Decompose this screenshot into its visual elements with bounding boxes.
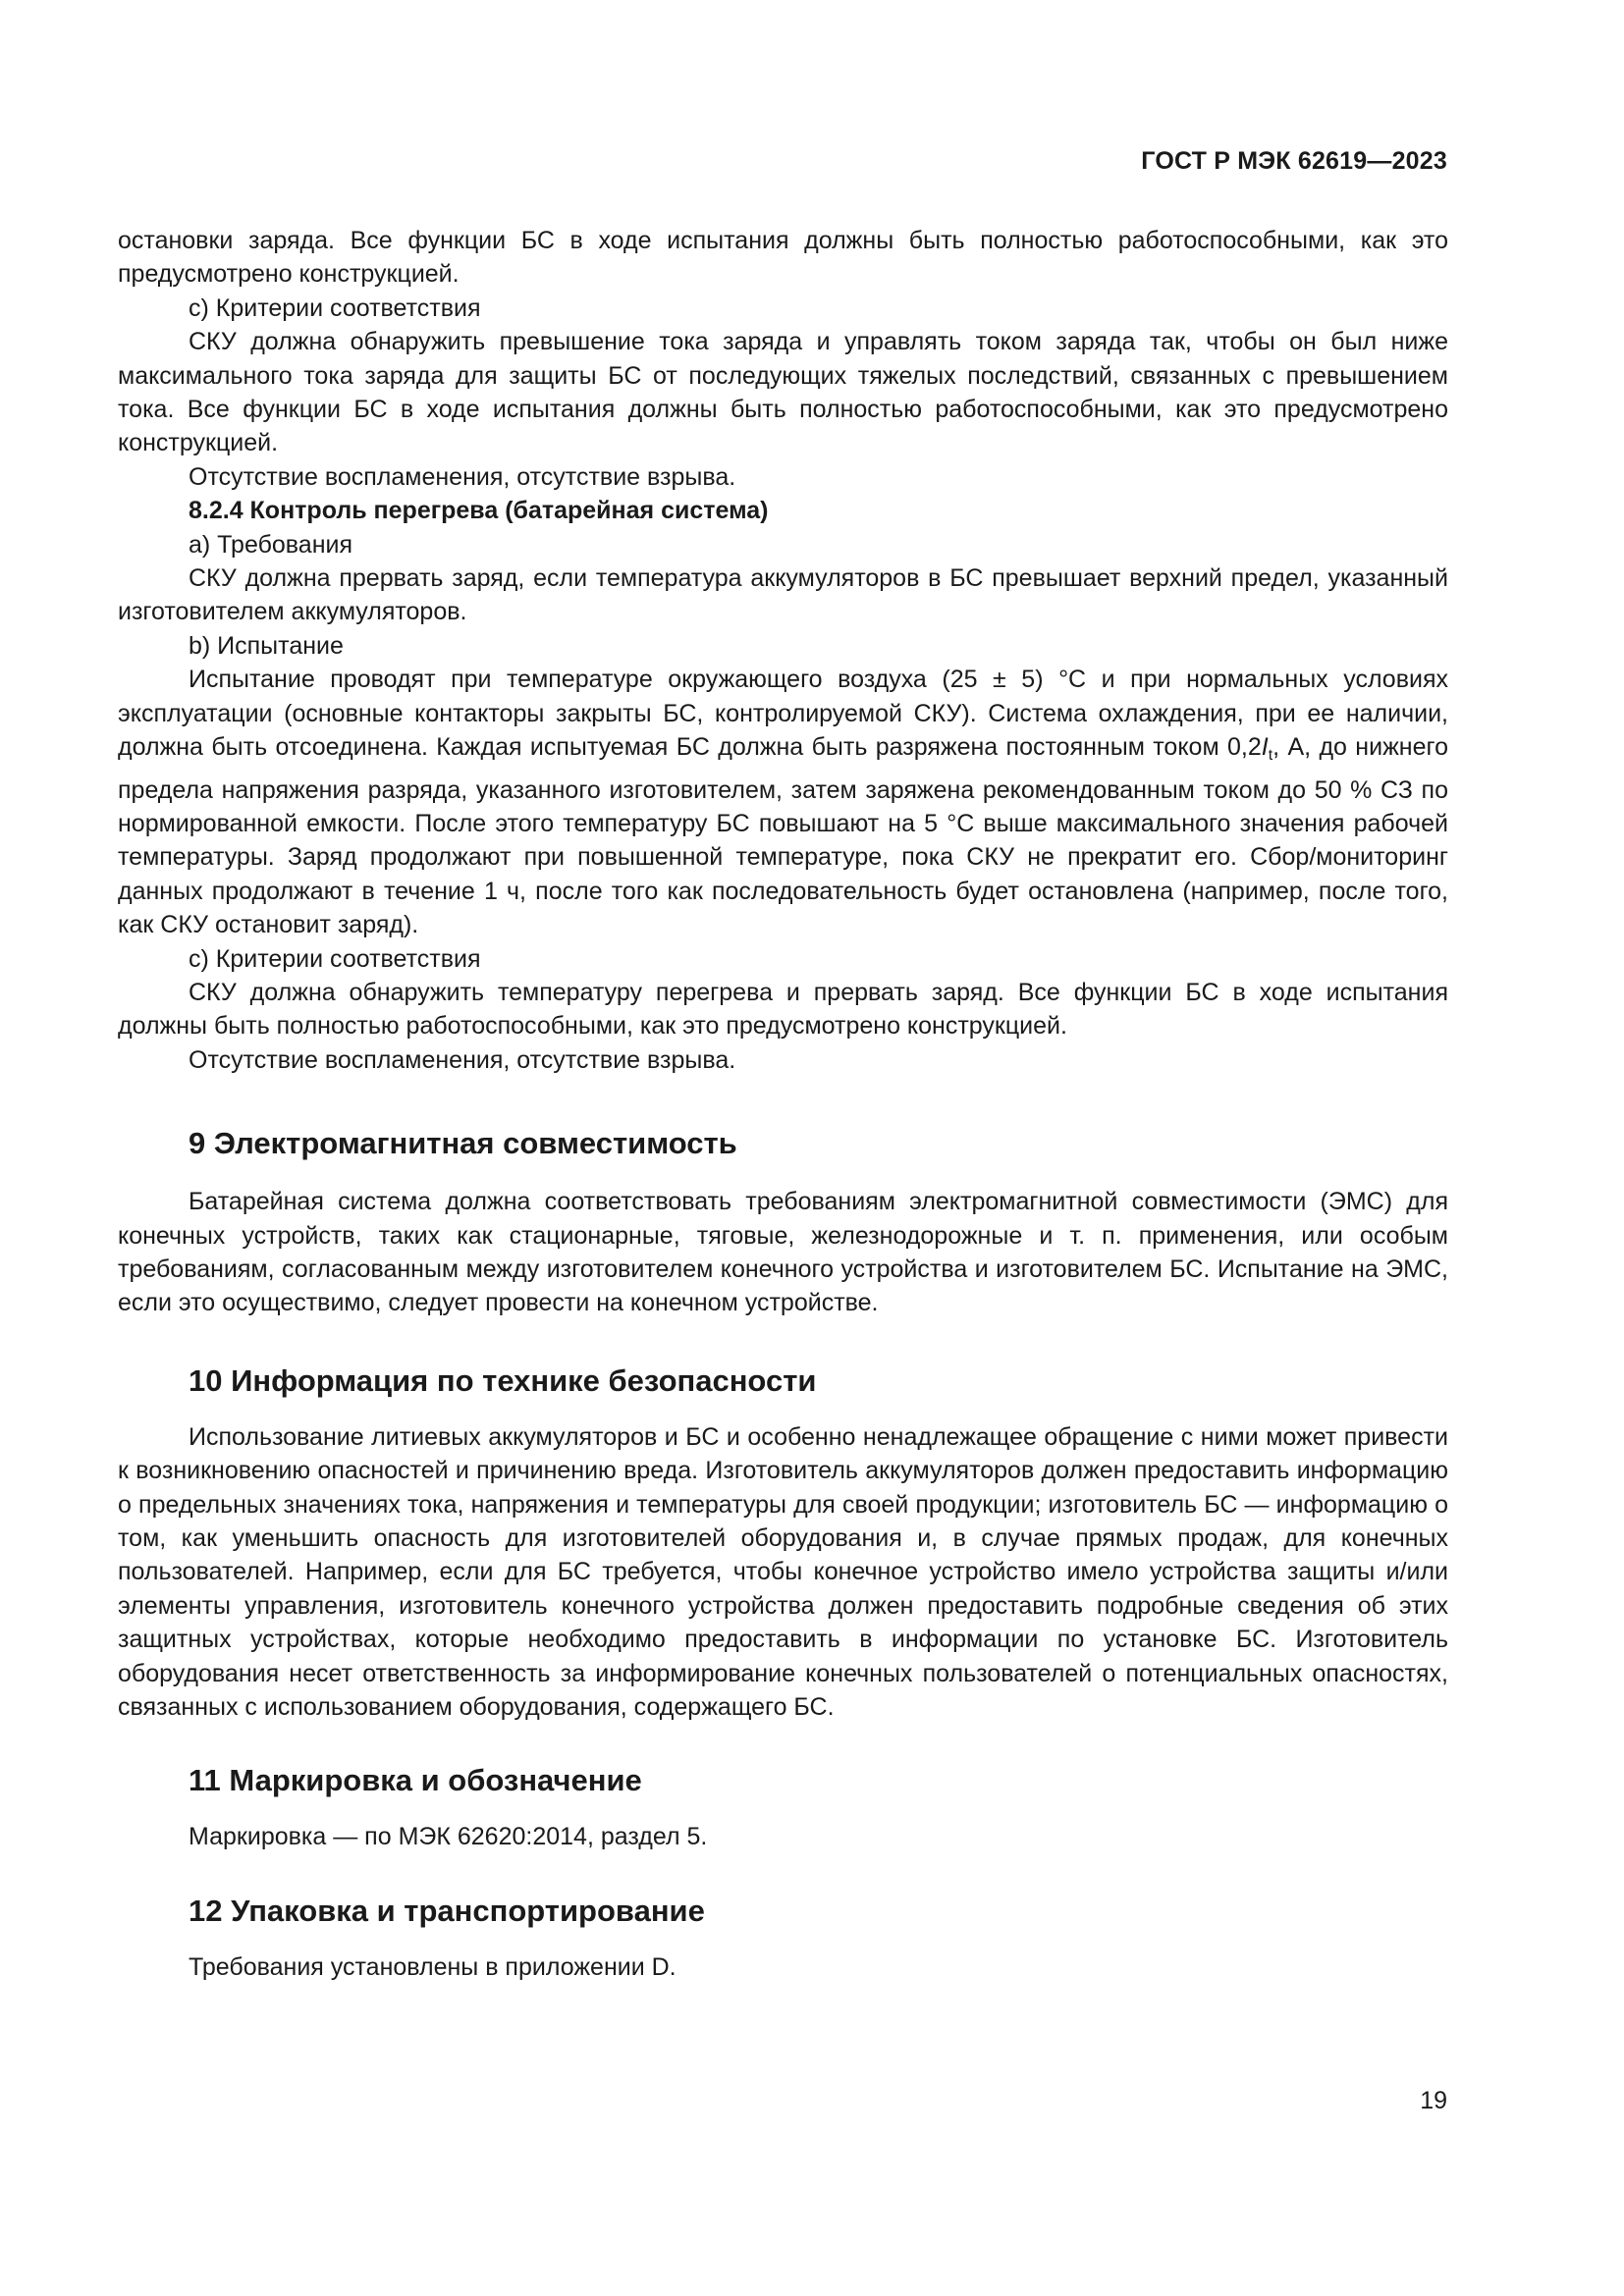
criteria-result: Отсутствие воспламенения, отсутствие взрыва. [189, 462, 736, 491]
paragraph-continuation: остановки заряда. Все функции БС в ходе испытания должны быть полностью работоспособными, как это предусмотрено конструкцией. [118, 227, 1448, 289]
current-symbol: I [1261, 733, 1269, 762]
page-number: 19 [1420, 2087, 1447, 2114]
criteria-label: c) Критерии соответствия [189, 294, 481, 322]
test-text-part1: Испытание проводят при температуре окружающего воздуха (25 ± 5) °С и при нормальных условиях эксплуатации (основные контакторы закрыты БС, контролируемой СКУ). Система охлаждения, при ее наличии, должна быть отсоединена. Каждая испытуемая БС должна быть разряжена постоянным током 0,2 [118, 666, 1448, 762]
section-title-11: 11 Маркировка и обозначение [189, 1763, 642, 1798]
test-text [118, 663, 1448, 941]
test-label: b) Испытание [189, 631, 344, 660]
criteria-text-2: СКУ должна обнаружить температуру перегрева и прервать заряд. Все функции БС в ходе испытания должны быть полностью работоспособными, как это предусмотрено конструкцией. [118, 978, 1448, 1041]
test-text-part2: , А, до нижнего предела напряжения разряда, указанного изготовителем, затем заряжена рекомендованным током до 50 % СЗ по нормированной емкости. После этого температуру БС повышают на 5 °С выше максимального значения рабочей температуры. Заряд продолжают при повышенной температуре, пока СКУ не прекратит его. Сбор/мониторинг данных продолжают в течение 1 ч, после того как последовательность будет остановлена (например, после того, как СКУ остановит заряд). [118, 733, 1448, 939]
section-12-text: Требования установлены в приложении D. [189, 1952, 677, 1981]
section-title-9: 9 Электромагнитная совместимость [189, 1126, 737, 1161]
section-10-text: Использование литиевых аккумуляторов и БС и особенно ненадлежащее обращение с ними может привести к возникновению опасностей и причинению вреда. Изготовитель аккумуляторов должен предоставить информацию о предельных значениях тока, напряжения и температуры для своей продукции; изготовитель БС — информацию о том, как уменьшить опасность для изготовителей оборудования и, в случае прямых продаж, для конечных пользователей. Например, если для БС требуется, чтобы конечное устройство имело устройства защиты и/или элементы управления, изготовитель конечного устройства должен предоставить подробные сведения об этих защитных устройствах, которые необходимо предоставить в информации по установке БС. Изготовитель оборудования несет ответственность за информирование конечных пользователей о потенциальных опасностях, связанных с использованием оборудования, содержащего БС. [118, 1422, 1448, 1722]
requirements-label: a) Требования [189, 530, 353, 559]
document-body [118, 224, 1448, 1984]
section-11-text: Маркировка — по МЭК 62620:2014, раздел 5. [189, 1823, 708, 1851]
criteria-label-2: c) Критерии соответствия [189, 944, 481, 973]
criteria-result-2: Отсутствие воспламенения, отсутствие взрыва. [189, 1045, 736, 1074]
section-title-10: 10 Информация по технике безопасности [189, 1362, 817, 1398]
requirements-text: СКУ должна прервать заряд, если температура аккумуляторов в БС превышает верхний предел, указанный изготовителем аккумуляторов. [118, 564, 1448, 626]
section-9-text: Батарейная система должна соответствовать требованиям электромагнитной совместимости (ЭМС) для конечных устройств, таких как стационарные, тяговые, железнодорожные и т. п. применения, или особым требованиям, согласованным между изготовителем конечного устройства и изготовителем БС. Испытание на ЭМС, если это осуществимо, следует провести на конечном устройстве. [118, 1188, 1448, 1317]
criteria-text: СКУ должна обнаружить превышение тока заряда и управлять током заряда так, чтобы он был ниже максимального тока заряда для защиты БС от последующих тяжелых последствий, связанных с превышением тока. Все функции БС в ходе испытания должны быть полностью работоспособными, как это предусмотрено конструкцией. [118, 328, 1448, 457]
section-title-12: 12 Упаковка и транспортирование [189, 1893, 705, 1928]
document-header: ГОСТ Р МЭК 62619—2023 [1141, 147, 1447, 175]
subsection-title-8-2-4: 8.2.4 Контроль перегрева (батарейная система) [189, 497, 769, 525]
current-subscript: t [1268, 747, 1273, 765]
